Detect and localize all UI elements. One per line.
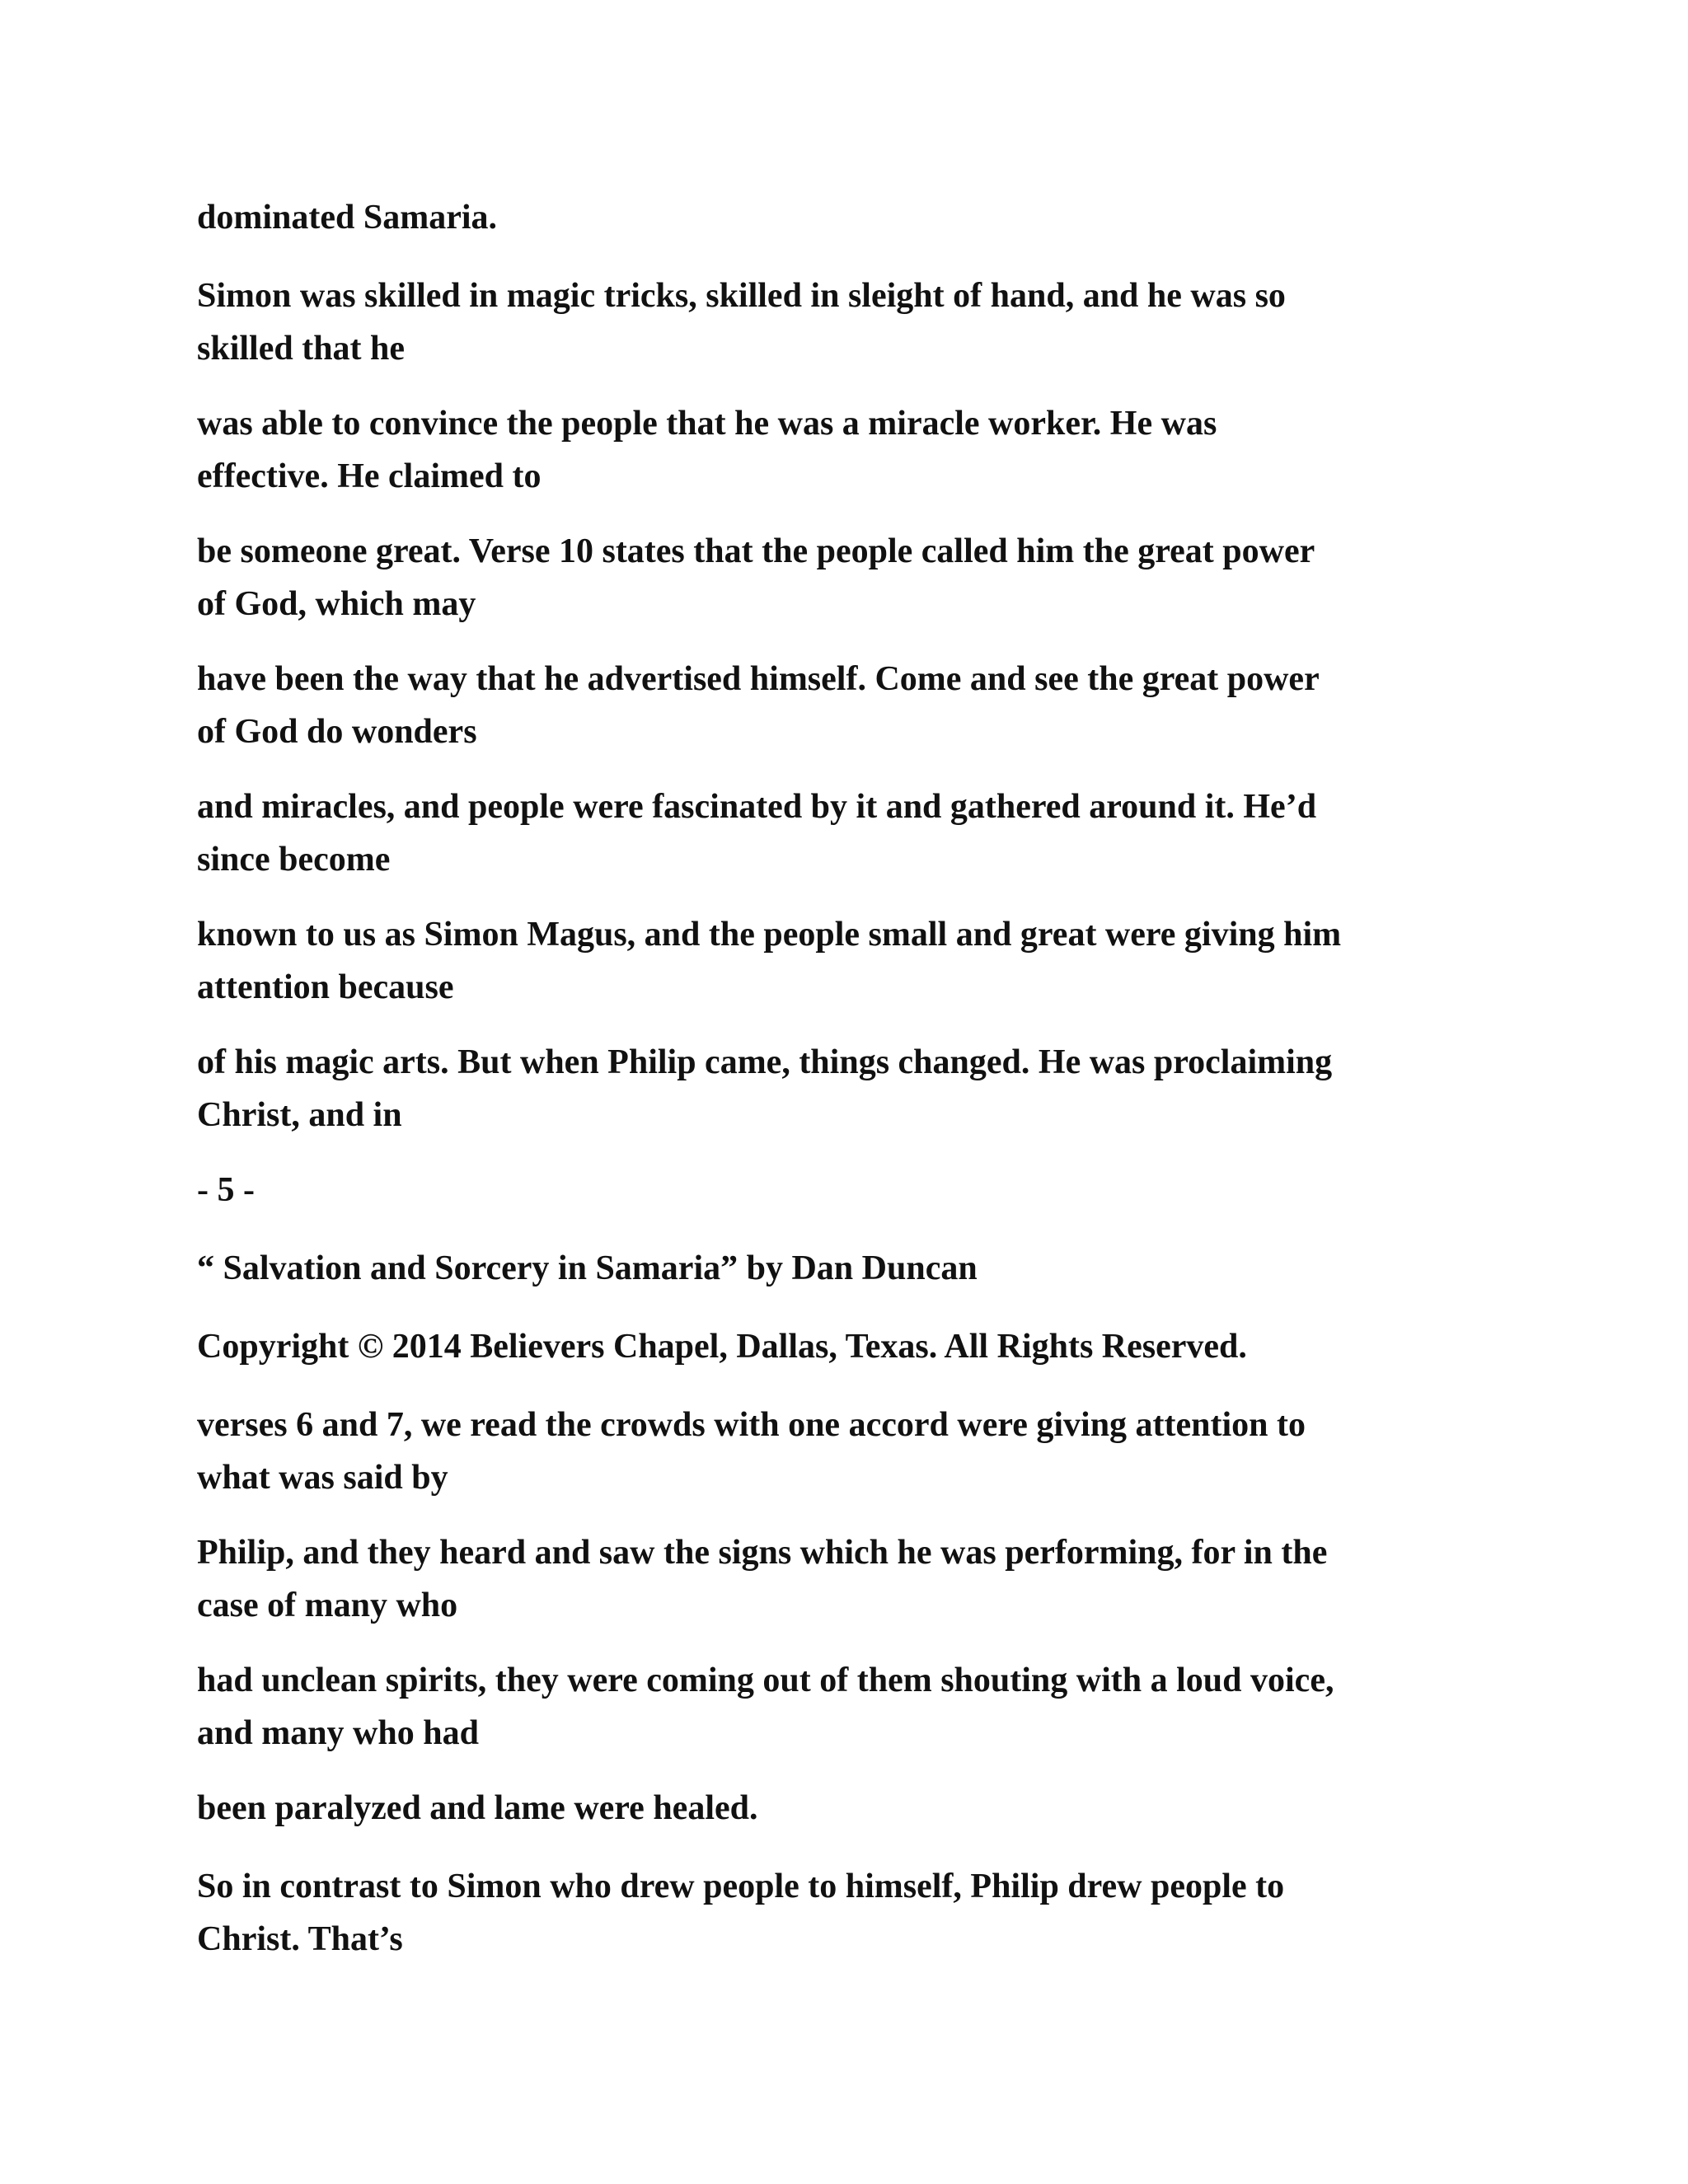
text-line: of God, which may (197, 585, 476, 623)
text-line: Philip, and they heard and saw the signs which he was performing, for in the (197, 1534, 1328, 1572)
text-line: was able to convince the people that he was a miracle worker. He was (197, 405, 1217, 443)
paragraph-1 (197, 191, 1499, 244)
text-line: since become (197, 841, 391, 879)
text-line: attention because (197, 968, 454, 1006)
text-line: of God do wonders (197, 713, 477, 751)
paragraph-3 (197, 397, 1499, 503)
paragraph-12 (197, 1782, 1499, 1835)
text-line: effective. He claimed to (197, 457, 542, 495)
text-line: dominated Samaria. (197, 199, 498, 237)
paragraph-4 (197, 525, 1499, 630)
text-line: been paralyzed and lame were healed. (197, 1789, 758, 1827)
text-line: case of many who (197, 1586, 458, 1624)
text-line: known to us as Simon Magus, and the people small and great were giving him (197, 916, 1342, 954)
paragraph-10 (197, 1526, 1499, 1632)
text-line: had unclean spirits, they were coming out of them shouting with a loud voice, (197, 1661, 1334, 1699)
text-line: Simon was skilled in magic tricks, skilled in sleight of hand, and he was so (197, 277, 1286, 315)
text-line: of his magic arts. But when Philip came, things changed. He was proclaiming (197, 1043, 1333, 1081)
paragraph-8 (197, 1036, 1499, 1141)
text-line: Copyright © 2014 Believers Chapel, Dallas, Texas. All Rights Reserved. (197, 1328, 1247, 1366)
paragraph-2 (197, 269, 1499, 375)
text-line: Christ. That’s (197, 1920, 403, 1958)
text-line: and many who had (197, 1714, 479, 1752)
text-line: what was said by (197, 1459, 448, 1497)
paragraph-11 (197, 1654, 1499, 1760)
text-line: skilled that he (197, 330, 406, 368)
text-line: So in contrast to Simon who drew people to himself, Philip drew people to (197, 1868, 1285, 1905)
copyright-notice (197, 1320, 1499, 1373)
paragraph-13 (197, 1860, 1499, 1966)
text-line: “ Salvation and Sorcery in Samaria” by Dan Duncan (197, 1249, 978, 1287)
text-line: have been the way that he advertised himself. Come and see the great power (197, 660, 1320, 698)
text-line: be someone great. Verse 10 states that the people called him the great power (197, 532, 1315, 570)
paragraph-9 (197, 1399, 1499, 1504)
paragraph-6 (197, 780, 1499, 886)
paragraph-5 (197, 653, 1499, 758)
text-line: and miracles, and people were fascinated by it and gathered around it. He’d (197, 788, 1317, 826)
page-number (197, 1164, 1499, 1216)
text-line: - 5 - (197, 1171, 255, 1209)
text-line: verses 6 and 7, we read the crowds with one accord were giving attention to (197, 1406, 1306, 1444)
paragraph-7 (197, 908, 1499, 1014)
text-line: Christ, and in (197, 1096, 402, 1134)
sermon-title-footer (197, 1242, 1499, 1295)
